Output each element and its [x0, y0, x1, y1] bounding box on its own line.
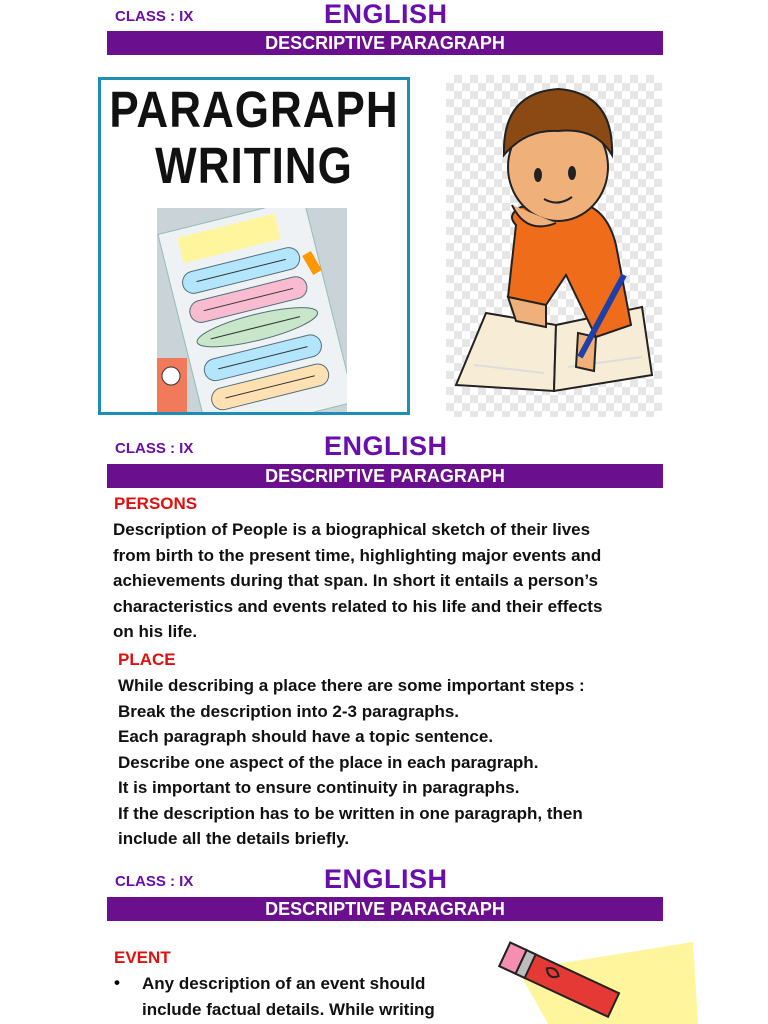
class-label: CLASS : IX	[115, 440, 194, 457]
text-line: include factual details. While writing	[142, 999, 435, 1019]
place-heading: PLACE	[118, 650, 176, 669]
section-banner: DESCRIPTIVE PARAGRAPH	[107, 464, 663, 488]
subject-title: ENGLISH	[324, 0, 448, 29]
pencil-note-illustration	[478, 940, 698, 1024]
event-paragraph	[142, 971, 435, 1022]
text-line: It is important to ensure continuity in paragraphs.	[118, 778, 520, 797]
text-line: include all the details briefly.	[118, 829, 350, 848]
class-label: CLASS : IX	[115, 8, 194, 25]
text-line: Describe one aspect of the place in each paragraph.	[118, 752, 539, 772]
event-heading: EVENT	[114, 948, 171, 967]
section-banner: DESCRIPTIVE PARAGRAPH	[107, 31, 663, 55]
text-line: While describing a place there are some important steps :	[118, 676, 585, 695]
text-line: Any description of an event should	[142, 974, 426, 993]
text-line: If the description has to be written in one paragraph, then	[118, 803, 583, 823]
persons-heading: PERSONS	[114, 494, 198, 513]
text-line: on his life.	[113, 622, 198, 641]
class-label: CLASS : IX	[115, 873, 194, 890]
subject-title: ENGLISH	[324, 431, 448, 461]
text-line: achievements during that span. In short it entails a person’s	[113, 571, 598, 590]
text-line: Description of People is a biographical sketch of their lives	[113, 520, 591, 539]
section-banner: DESCRIPTIVE PARAGRAPH	[107, 897, 663, 921]
persons-paragraph	[113, 517, 602, 645]
place-paragraph	[118, 673, 585, 852]
paragraph-writing-poster	[98, 77, 410, 415]
boy-writing-illustration	[446, 75, 662, 417]
text-line: Break the description into 2-3 paragraphs.	[118, 701, 460, 721]
text-line: characteristics and events related to his life and their effects	[113, 596, 603, 616]
poster-title-line2: WRITING	[155, 138, 353, 195]
graphic-organizer-photo	[157, 208, 347, 412]
subject-title: ENGLISH	[324, 864, 448, 894]
text-line: from birth to the present time, highlighting major events and	[113, 545, 602, 565]
bullet-marker: •	[114, 973, 120, 992]
text-line: Each paragraph should have a topic sentence.	[118, 727, 494, 746]
poster-title-line1: PARAGRAPH	[109, 82, 399, 139]
